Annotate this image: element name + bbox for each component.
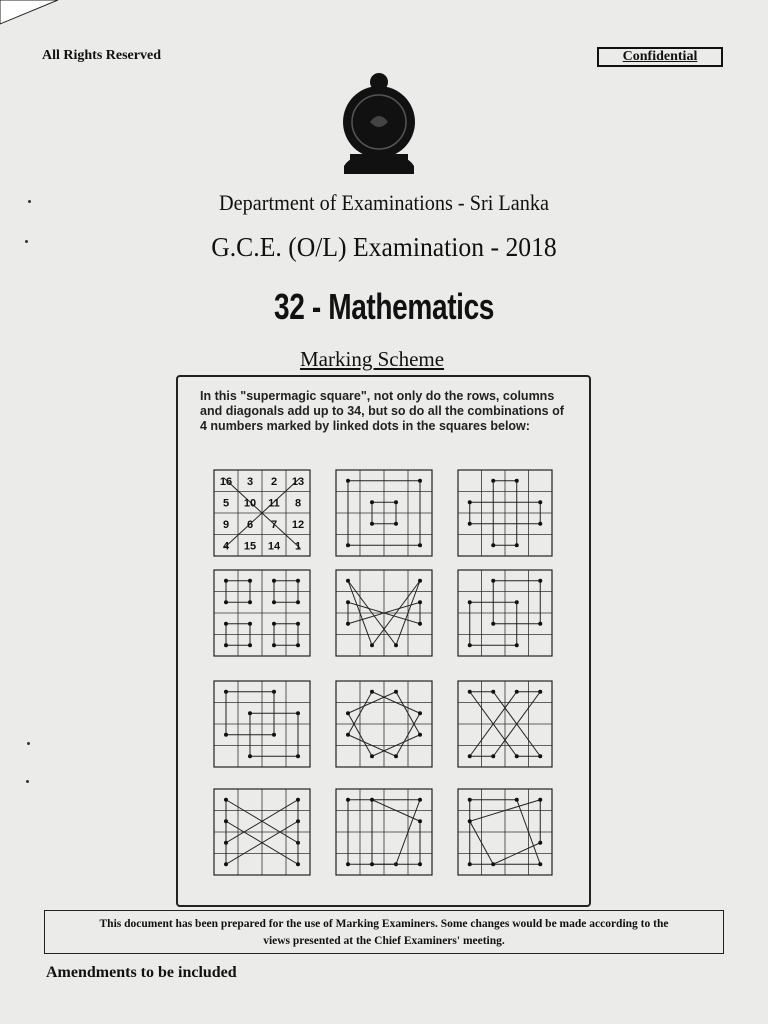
rights-reserved-label: All Rights Reserved — [42, 48, 161, 63]
pattern-x-cross — [214, 789, 310, 875]
square-number: 5 — [222, 497, 230, 510]
amendments-note: Amendments to be included — [46, 964, 237, 981]
pattern-nested-squares — [336, 470, 432, 556]
sri-lanka-emblem-icon — [336, 70, 422, 176]
square-number: 8 — [294, 497, 302, 510]
notice-line-1: This document has been prepared for the use of Marking Examiners. Some changes would be made according to the — [99, 918, 669, 930]
pattern-cross-squares — [458, 470, 552, 556]
scan-speck — [27, 742, 30, 745]
square-number: 7 — [270, 519, 278, 531]
examiner-notice — [44, 910, 724, 954]
square-number: 6 — [246, 519, 254, 531]
square-number: 10 — [243, 497, 257, 510]
square-number: 12 — [291, 519, 305, 531]
pattern-bowtie — [458, 681, 552, 767]
square-number: 16 — [219, 476, 233, 488]
folded-corner — [0, 0, 60, 30]
pattern-tilted-squares — [336, 789, 432, 875]
supermagic-intro-text: In this "supermagic square", not only do the rows, columns and diagonals add up to 34, but so do all the combinations of 4 numbers marked by linked dots in the squares below: — [200, 389, 564, 433]
subject-title: 32 - Mathematics — [273, 286, 495, 327]
square-number: 2 — [270, 476, 278, 488]
confidential-badge: Confidential — [597, 47, 723, 67]
notice-line-2: views presented at the Chief Examiners' meeting. — [263, 935, 505, 947]
marking-scheme-heading: Marking Scheme — [300, 347, 445, 371]
magic-square-numbers — [214, 470, 310, 556]
square-number: 3 — [246, 476, 254, 488]
square-number: 9 — [222, 519, 230, 531]
pattern-offset-squares — [458, 570, 552, 656]
department-heading: Department of Examinations - Sri Lanka — [219, 190, 549, 215]
pattern-overlap-rectangles — [214, 681, 310, 767]
square-number: 14 — [267, 540, 281, 553]
scan-speck — [28, 200, 31, 203]
square-number: 4 — [222, 540, 230, 553]
scan-speck — [26, 780, 29, 783]
exam-heading: G.C.E. (O/L) Examination - 2018 — [211, 232, 557, 262]
square-number: 15 — [243, 540, 257, 553]
square-number: 1 — [294, 540, 302, 553]
square-number: 13 — [291, 476, 305, 488]
pattern-star — [336, 570, 432, 656]
scan-speck — [25, 240, 28, 243]
pattern-tilted-squares-2 — [458, 789, 552, 875]
square-number: 11 — [268, 497, 280, 510]
pattern-four-quadrants — [214, 570, 310, 656]
pattern-octagram — [336, 681, 432, 767]
